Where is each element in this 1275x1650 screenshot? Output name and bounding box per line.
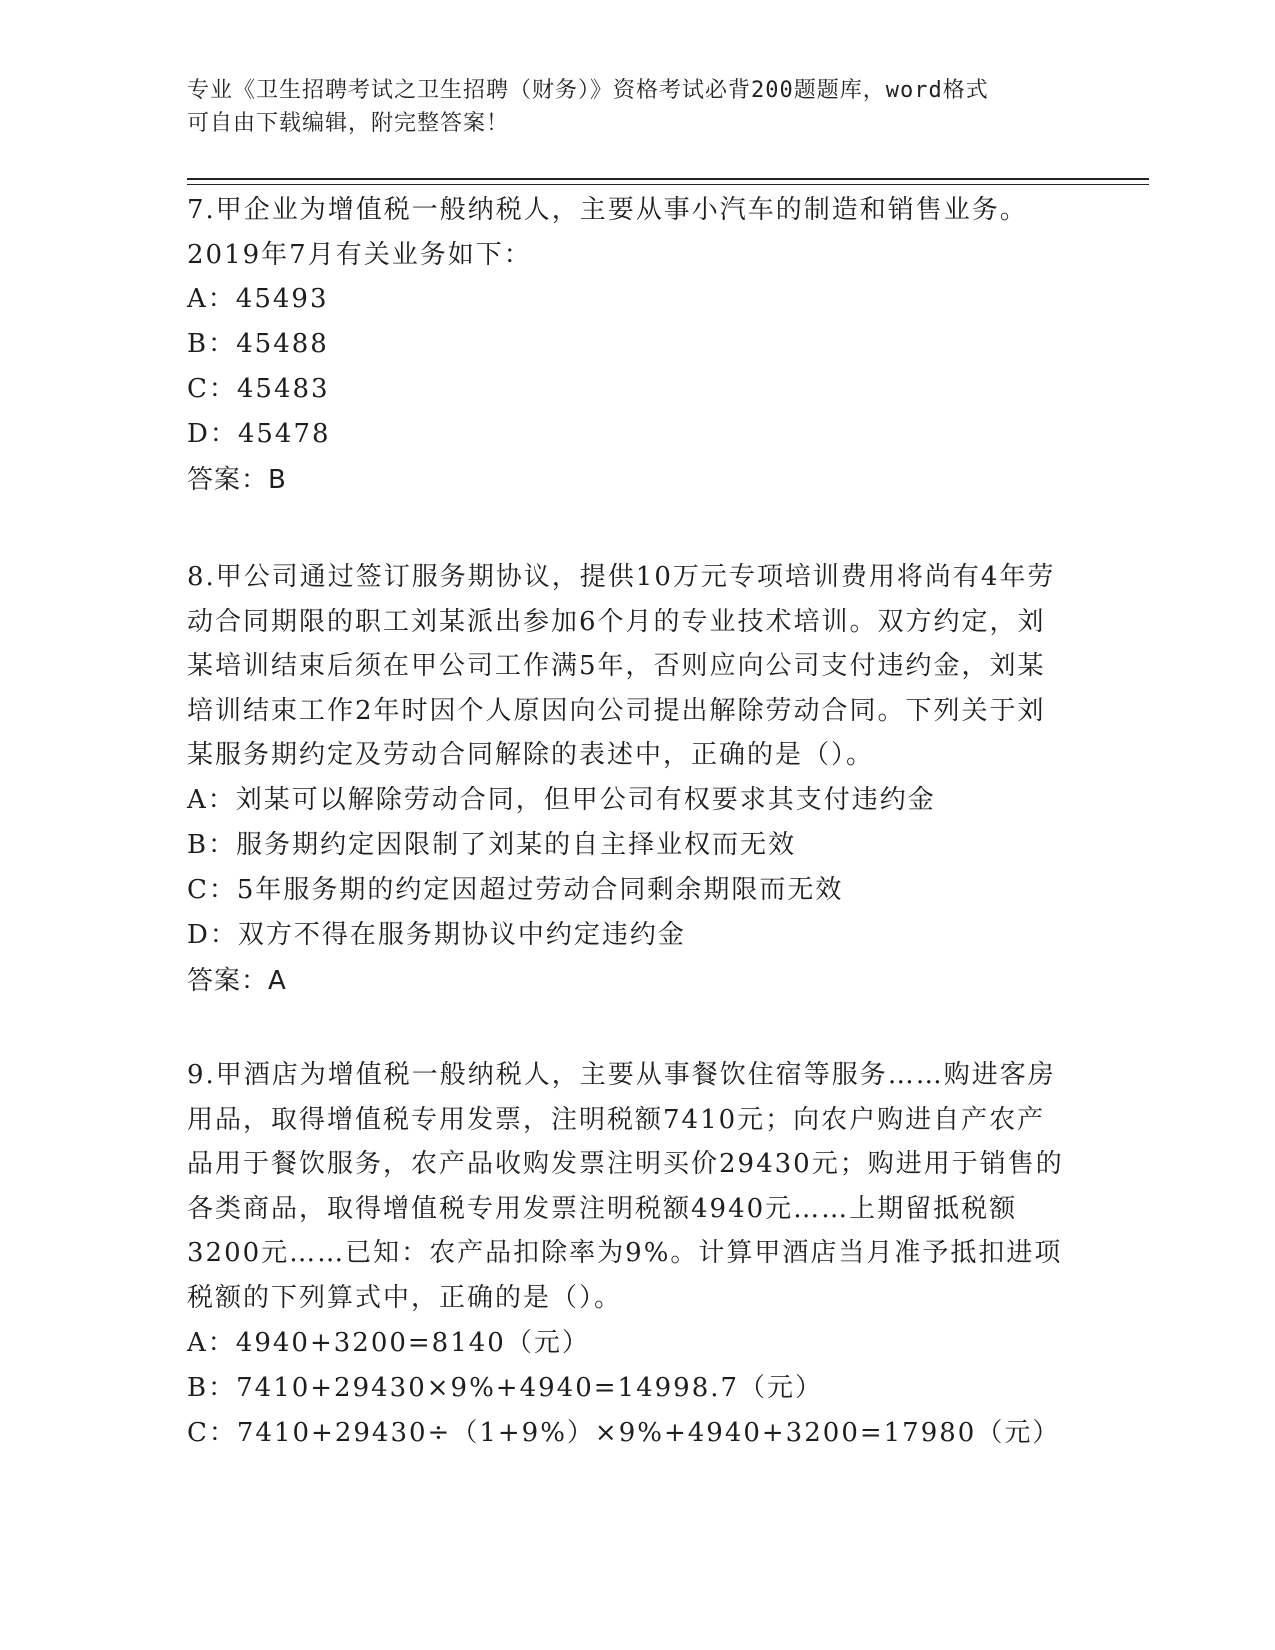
header-divider-thick	[187, 178, 1149, 180]
answer: 答案：A	[187, 965, 287, 996]
question-stem: 9.甲酒店为增值税一般纳税人，主要从事餐饮住宿等服务……购进客房用品，取得增值税专用发票，注明税额7410元；向农户购进自产农产品用于餐饮服务，农产品收购发票注明买价29430元；购进用于销售的各类商品，取得增值税专用发票注明税额4940元……上期留抵税额3200元……已知：农产品扣除率为9%。计算甲酒店当月准予抵扣进项税额的下列算式中，正确的是（）。	[187, 1060, 1064, 1313]
answer: 答案：B	[187, 465, 287, 496]
option-d: D：双方不得在服务期协议中约定违约金	[187, 919, 686, 950]
header-line-1: 专业《卫生招聘考试之卫生招聘（财务）》资格考试必背200题题库，word格式	[187, 78, 989, 103]
document-header	[187, 74, 1067, 140]
option-a: A：刘某可以解除劳动合同，但甲公司有权要求其支付违约金	[187, 784, 936, 815]
question-9	[187, 1053, 1067, 1456]
option-d: D：45478	[187, 419, 331, 450]
option-c: C：7410+29430÷（1+9%）×9%+4940+3200=17980（元）	[187, 1417, 1061, 1448]
header-line-2: 可自由下载编辑，附完整答案！	[187, 111, 510, 136]
option-b: B：服务期约定因限制了刘某的自主择业权而无效	[187, 829, 797, 860]
option-b: B：7410+29430×9%+4940=14998.7（元）	[187, 1372, 824, 1403]
option-c: C：45483	[187, 374, 330, 405]
option-a: A：45493	[187, 284, 329, 315]
question-stem: 7.甲企业为增值税一般纳税人，主要从事小汽车的制造和销售业务。2019年7月有关业务如下：	[187, 195, 1028, 270]
header-divider-thin	[187, 184, 1149, 185]
option-a: A：4940+3200=8140（元）	[187, 1327, 590, 1358]
option-b: B：45488	[187, 329, 329, 360]
question-7	[187, 188, 1067, 503]
question-stem: 8.甲公司通过签订服务期协议，提供10万元专项培训费用将尚有4年劳动合同期限的职工刘某派出参加6个月的专业技术培训。双方约定，刘某培训结束后须在甲公司工作满5年，否则应向公司支付违约金，刘某培训结束工作2年时因个人原因向公司提出解除劳动合同。下列关于刘某服务期约定及劳动合同解除的表述中，正确的是（）。	[187, 562, 1056, 771]
option-c: C：5年服务期的约定因超过劳动合同剩余期限而无效	[187, 874, 844, 905]
question-8	[187, 555, 1067, 1004]
